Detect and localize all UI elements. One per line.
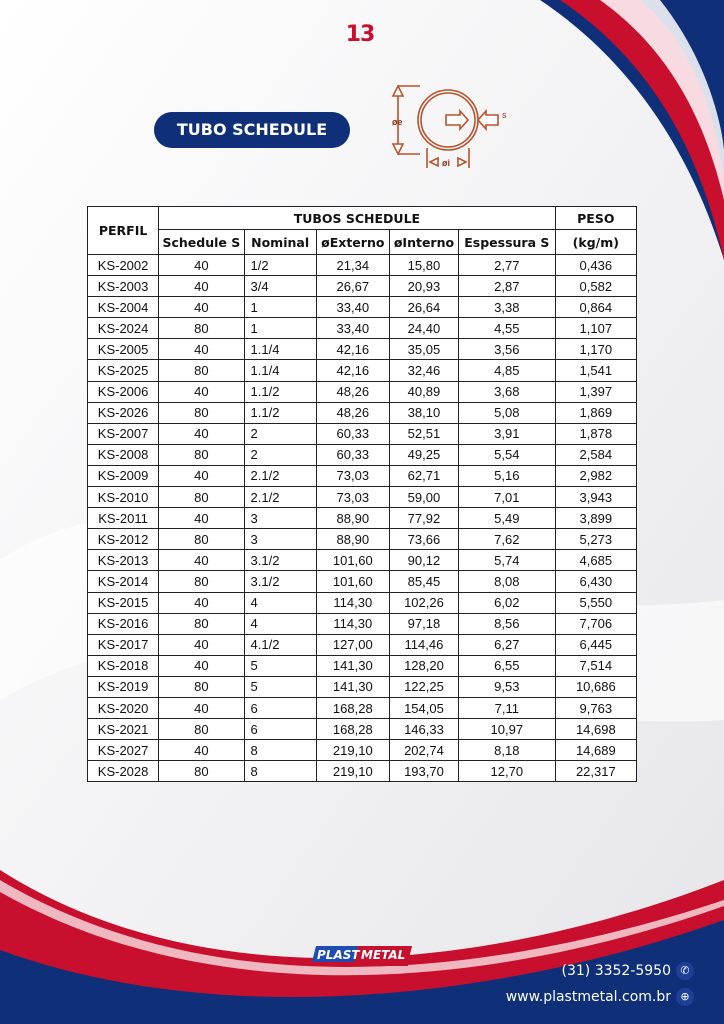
- table-cell: 40: [159, 508, 244, 529]
- header-weight-unit: (kg/m): [555, 230, 636, 255]
- table-cell: 7,01: [459, 487, 556, 508]
- table-cell: 42,16: [316, 360, 389, 381]
- table-cell: 2: [244, 444, 316, 465]
- table-cell: 14,689: [555, 740, 636, 761]
- table-row: [88, 465, 637, 486]
- table-cell: 4,685: [555, 550, 636, 571]
- table-cell: 80: [159, 487, 244, 508]
- table-cell: 73,03: [316, 487, 389, 508]
- table-cell: KS-2024: [88, 318, 159, 339]
- table-cell: 10,686: [555, 676, 636, 697]
- header-outer-diameter: øExterno: [316, 230, 389, 255]
- table-cell: 80: [159, 402, 244, 423]
- table-cell: 193,70: [389, 761, 458, 782]
- table-cell: 4.1/2: [244, 634, 316, 655]
- table-cell: 77,92: [389, 508, 458, 529]
- table-cell: 3.1/2: [244, 571, 316, 592]
- table-cell: KS-2026: [88, 402, 159, 423]
- table-cell: KS-2007: [88, 423, 159, 444]
- table-cell: 88,90: [316, 529, 389, 550]
- table-cell: 40: [159, 550, 244, 571]
- table-row: [88, 276, 637, 297]
- table-cell: 7,11: [459, 697, 556, 718]
- phone-text: (31) 3352-5950: [561, 963, 671, 979]
- table-cell: 40: [159, 423, 244, 444]
- table-cell: 6: [244, 697, 316, 718]
- table-cell: 8,56: [459, 613, 556, 634]
- table-row: [88, 571, 637, 592]
- table-cell: KS-2009: [88, 465, 159, 486]
- table-cell: KS-2013: [88, 550, 159, 571]
- table-cell: KS-2019: [88, 676, 159, 697]
- table-cell: 33,40: [316, 318, 389, 339]
- table-cell: 40: [159, 740, 244, 761]
- table-cell: 0,436: [555, 255, 636, 276]
- table-cell: 97,18: [389, 613, 458, 634]
- table-cell: KS-2008: [88, 444, 159, 465]
- table-cell: KS-2012: [88, 529, 159, 550]
- table-cell: 35,05: [389, 339, 458, 360]
- plastmetal-logo: [312, 944, 414, 968]
- table-cell: 2.1/2: [244, 487, 316, 508]
- website-text: www.plastmetal.com.br: [505, 989, 671, 1005]
- table-cell: 219,10: [316, 740, 389, 761]
- table-cell: 80: [159, 571, 244, 592]
- table-row: [88, 318, 637, 339]
- table-cell: 7,62: [459, 529, 556, 550]
- table-row: [88, 634, 637, 655]
- table-cell: KS-2004: [88, 297, 159, 318]
- table-row: [88, 592, 637, 613]
- header-group: TUBOS SCHEDULE: [159, 207, 555, 230]
- table-cell: 5,49: [459, 508, 556, 529]
- table-cell: 3: [244, 529, 316, 550]
- table-cell: 1/2: [244, 255, 316, 276]
- page-number: 13: [345, 22, 375, 47]
- table-cell: 1,878: [555, 423, 636, 444]
- table-cell: 1.1/2: [244, 402, 316, 423]
- table-cell: 6,430: [555, 571, 636, 592]
- table-cell: 102,26: [389, 592, 458, 613]
- table-cell: 4,55: [459, 318, 556, 339]
- table-cell: 90,12: [389, 550, 458, 571]
- table-row: [88, 719, 637, 740]
- table-row: [88, 740, 637, 761]
- table-cell: 122,25: [389, 676, 458, 697]
- table-cell: 5: [244, 655, 316, 676]
- table-cell: KS-2016: [88, 613, 159, 634]
- table-cell: 4,85: [459, 360, 556, 381]
- table-cell: 40: [159, 634, 244, 655]
- table-cell: 12,70: [459, 761, 556, 782]
- table-cell: 154,05: [389, 697, 458, 718]
- table-cell: 1,107: [555, 318, 636, 339]
- table-row: [88, 655, 637, 676]
- table-cell: 5,273: [555, 529, 636, 550]
- table-cell: 146,33: [389, 719, 458, 740]
- table-cell: 4: [244, 592, 316, 613]
- header-profile: PERFIL: [88, 207, 159, 255]
- table-cell: 6,445: [555, 634, 636, 655]
- table-row: [88, 444, 637, 465]
- table-cell: 40: [159, 381, 244, 402]
- table-row: [88, 550, 637, 571]
- table-cell: 3,943: [555, 487, 636, 508]
- schedule-table: [87, 206, 637, 782]
- table-cell: 2,584: [555, 444, 636, 465]
- table-cell: KS-2002: [88, 255, 159, 276]
- table-row: [88, 508, 637, 529]
- table-cell: 40,89: [389, 381, 458, 402]
- table-cell: 88,90: [316, 508, 389, 529]
- table-cell: 6,55: [459, 655, 556, 676]
- table-body: [88, 255, 637, 782]
- table-cell: 2,87: [459, 276, 556, 297]
- table-cell: 127,00: [316, 634, 389, 655]
- header-weight: PESO: [555, 207, 636, 230]
- table-cell: KS-2025: [88, 360, 159, 381]
- table-cell: 22,317: [555, 761, 636, 782]
- logo-text-plast: PLAST: [317, 948, 360, 962]
- table-cell: 3,56: [459, 339, 556, 360]
- table-cell: 52,51: [389, 423, 458, 444]
- table-cell: 73,66: [389, 529, 458, 550]
- table-cell: 48,26: [316, 381, 389, 402]
- table-cell: 10,97: [459, 719, 556, 740]
- table-cell: 1.1/4: [244, 360, 316, 381]
- table-cell: 3.1/2: [244, 550, 316, 571]
- table-cell: 2,77: [459, 255, 556, 276]
- table-cell: 1.1/4: [244, 339, 316, 360]
- table-cell: 5,54: [459, 444, 556, 465]
- table-cell: 101,60: [316, 550, 389, 571]
- table-cell: KS-2010: [88, 487, 159, 508]
- table-cell: 3/4: [244, 276, 316, 297]
- table-cell: 1,397: [555, 381, 636, 402]
- table-cell: 0,582: [555, 276, 636, 297]
- table-cell: 9,53: [459, 676, 556, 697]
- table-cell: 5,16: [459, 465, 556, 486]
- table-cell: 8,18: [459, 740, 556, 761]
- table-cell: 32,46: [389, 360, 458, 381]
- table-cell: KS-2020: [88, 697, 159, 718]
- table-cell: 1,170: [555, 339, 636, 360]
- diagram-label-inner: øi: [442, 158, 450, 168]
- header-nominal: Nominal: [244, 230, 316, 255]
- table-cell: KS-2017: [88, 634, 159, 655]
- table-cell: 5,08: [459, 402, 556, 423]
- table-cell: 9,763: [555, 697, 636, 718]
- table-cell: 2,982: [555, 465, 636, 486]
- table-cell: 40: [159, 339, 244, 360]
- phone-icon: ✆: [676, 962, 694, 980]
- table-row: [88, 297, 637, 318]
- table-cell: 1.1/2: [244, 381, 316, 402]
- diagram-label-outer: øe: [392, 117, 403, 127]
- table-cell: 6,27: [459, 634, 556, 655]
- table-cell: 1: [244, 297, 316, 318]
- table-cell: KS-2006: [88, 381, 159, 402]
- table-cell: 2.1/2: [244, 465, 316, 486]
- table-cell: 114,30: [316, 613, 389, 634]
- globe-icon: ⊕: [676, 988, 694, 1006]
- table-cell: 141,30: [316, 655, 389, 676]
- table-cell: 80: [159, 719, 244, 740]
- table-row: [88, 402, 637, 423]
- table-cell: 7,514: [555, 655, 636, 676]
- table-cell: KS-2014: [88, 571, 159, 592]
- table-cell: 6: [244, 719, 316, 740]
- table-cell: 1,869: [555, 402, 636, 423]
- table-cell: 80: [159, 529, 244, 550]
- table-cell: 38,10: [389, 402, 458, 423]
- table-cell: KS-2005: [88, 339, 159, 360]
- table-cell: 3,91: [459, 423, 556, 444]
- table-cell: KS-2027: [88, 740, 159, 761]
- table-row: [88, 255, 637, 276]
- table-cell: 0,864: [555, 297, 636, 318]
- table-cell: 114,46: [389, 634, 458, 655]
- table-cell: 33,40: [316, 297, 389, 318]
- table-cell: 80: [159, 318, 244, 339]
- table-cell: 2: [244, 423, 316, 444]
- table-cell: 40: [159, 297, 244, 318]
- table-cell: 114,30: [316, 592, 389, 613]
- table-cell: 26,64: [389, 297, 458, 318]
- table-cell: KS-2011: [88, 508, 159, 529]
- contact-phone[interactable]: [562, 962, 695, 980]
- diagram-label-thickness: s: [502, 110, 507, 120]
- table-cell: 80: [159, 676, 244, 697]
- table-cell: 80: [159, 444, 244, 465]
- table-row: [88, 360, 637, 381]
- table-row: [88, 697, 637, 718]
- header-schedule: Schedule S: [159, 230, 244, 255]
- table-cell: 6,02: [459, 592, 556, 613]
- table-cell: 168,28: [316, 719, 389, 740]
- contact-website[interactable]: [506, 988, 694, 1006]
- table-cell: 168,28: [316, 697, 389, 718]
- table-cell: 4: [244, 613, 316, 634]
- table-cell: 40: [159, 276, 244, 297]
- table-cell: 85,45: [389, 571, 458, 592]
- table-cell: 59,00: [389, 487, 458, 508]
- table-cell: 5,550: [555, 592, 636, 613]
- table-cell: 48,26: [316, 402, 389, 423]
- table-cell: 8: [244, 761, 316, 782]
- table-cell: 3,38: [459, 297, 556, 318]
- table-cell: 5,74: [459, 550, 556, 571]
- section-title: TUBO SCHEDULE: [154, 112, 350, 148]
- table-row: [88, 761, 637, 782]
- table-cell: 5: [244, 676, 316, 697]
- table-cell: 8: [244, 740, 316, 761]
- header-inner-diameter: øInterno: [389, 230, 458, 255]
- table-cell: 40: [159, 697, 244, 718]
- table-cell: 128,20: [389, 655, 458, 676]
- table-cell: 3: [244, 508, 316, 529]
- table-cell: 73,03: [316, 465, 389, 486]
- table-cell: KS-2003: [88, 276, 159, 297]
- table-cell: 60,33: [316, 444, 389, 465]
- table-cell: 8,08: [459, 571, 556, 592]
- table-cell: KS-2028: [88, 761, 159, 782]
- table-cell: 20,93: [389, 276, 458, 297]
- table-cell: 15,80: [389, 255, 458, 276]
- table-cell: 40: [159, 655, 244, 676]
- table-cell: 3,68: [459, 381, 556, 402]
- table-cell: 40: [159, 465, 244, 486]
- table-cell: 24,40: [389, 318, 458, 339]
- table-cell: KS-2021: [88, 719, 159, 740]
- table-row: [88, 423, 637, 444]
- table-cell: 60,33: [316, 423, 389, 444]
- table-cell: KS-2015: [88, 592, 159, 613]
- table-cell: 80: [159, 360, 244, 381]
- table-cell: 40: [159, 592, 244, 613]
- table-cell: 14,698: [555, 719, 636, 740]
- table-cell: 7,706: [555, 613, 636, 634]
- table-cell: 101,60: [316, 571, 389, 592]
- table-cell: 62,71: [389, 465, 458, 486]
- table-row: [88, 381, 637, 402]
- table-cell: 219,10: [316, 761, 389, 782]
- table-cell: 3,899: [555, 508, 636, 529]
- table-cell: 40: [159, 255, 244, 276]
- header-thickness: Espessura S: [459, 230, 556, 255]
- table-cell: 49,25: [389, 444, 458, 465]
- table-cell: 42,16: [316, 339, 389, 360]
- table-cell: 80: [159, 613, 244, 634]
- table-cell: 1,541: [555, 360, 636, 381]
- table-cell: KS-2018: [88, 655, 159, 676]
- table-cell: 21,34: [316, 255, 389, 276]
- table-cell: 141,30: [316, 676, 389, 697]
- table-cell: 26,67: [316, 276, 389, 297]
- table-cell: 202,74: [389, 740, 458, 761]
- table-row: [88, 676, 637, 697]
- table-row: [88, 529, 637, 550]
- logo-text-metal: METAL: [361, 948, 406, 962]
- table-row: [88, 613, 637, 634]
- table-cell: 80: [159, 761, 244, 782]
- table-row: [88, 487, 637, 508]
- table-cell: 1: [244, 318, 316, 339]
- pipe-cross-section-diagram: [390, 78, 530, 178]
- table-row: [88, 339, 637, 360]
